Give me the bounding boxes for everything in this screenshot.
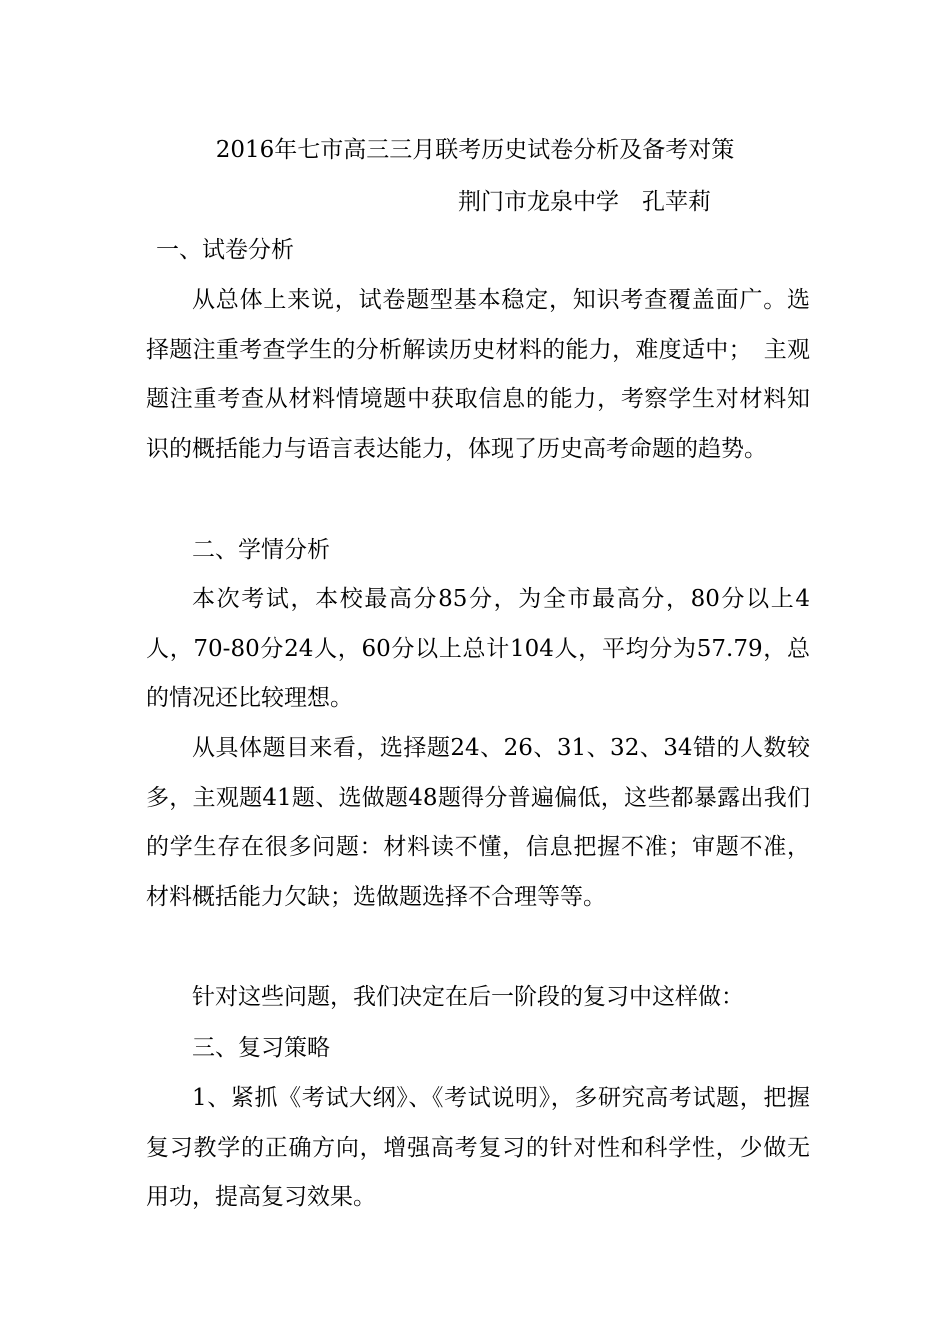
section-heading-exam-analysis: 一、试卷分析	[156, 237, 294, 263]
section-heading-student-analysis: 二、学情分析	[192, 537, 330, 563]
paragraph-transition: 针对这些问题，我们决定在后一阶段的复习中这样做：	[192, 984, 744, 1010]
paragraph-score-summary: 本次考试，本校最高分85分，为全市最高分，80分以上4人，70-80分24人，60分以上总计104人，平均分为57.79，总的情况还比较理想。	[146, 586, 810, 712]
document-author: 荆门市龙泉中学 孔苹莉	[458, 189, 711, 215]
document-title: 2016年七市高三三月联考历史试卷分析及备考对策	[215, 137, 735, 163]
section-heading-review-strategy: 三、复习策略	[192, 1035, 330, 1061]
paragraph-strategy-1: 1、紧抓《考试大纲》、《考试说明》，多研究高考试题，把握复习教学的正确方向，增强高考复习的针对性和科学性，少做无用功，提高复习效果。	[146, 1085, 810, 1211]
paragraph-problem-analysis: 从具体题目来看，选择题24、26、31、32、34错的人数较多，主观题41题、选做题48题得分普遍偏低，这些都暴露出我们的学生存在很多问题：材料读不懂，信息把握不准；审题不准，材料概括能力欠缺；选做题选择不合理等等。	[146, 735, 810, 911]
paragraph-exam-analysis: 从总体上来说，试卷题型基本稳定，知识考查覆盖面广。选择题注重考查学生的分析解读历史材料的能力，难度适中； 主观题注重考查从材料情境题中获取信息的能力，考察学生对材料知识的概括能力与语言表达能力，体现了历史高考命题的趋势。	[146, 287, 810, 463]
